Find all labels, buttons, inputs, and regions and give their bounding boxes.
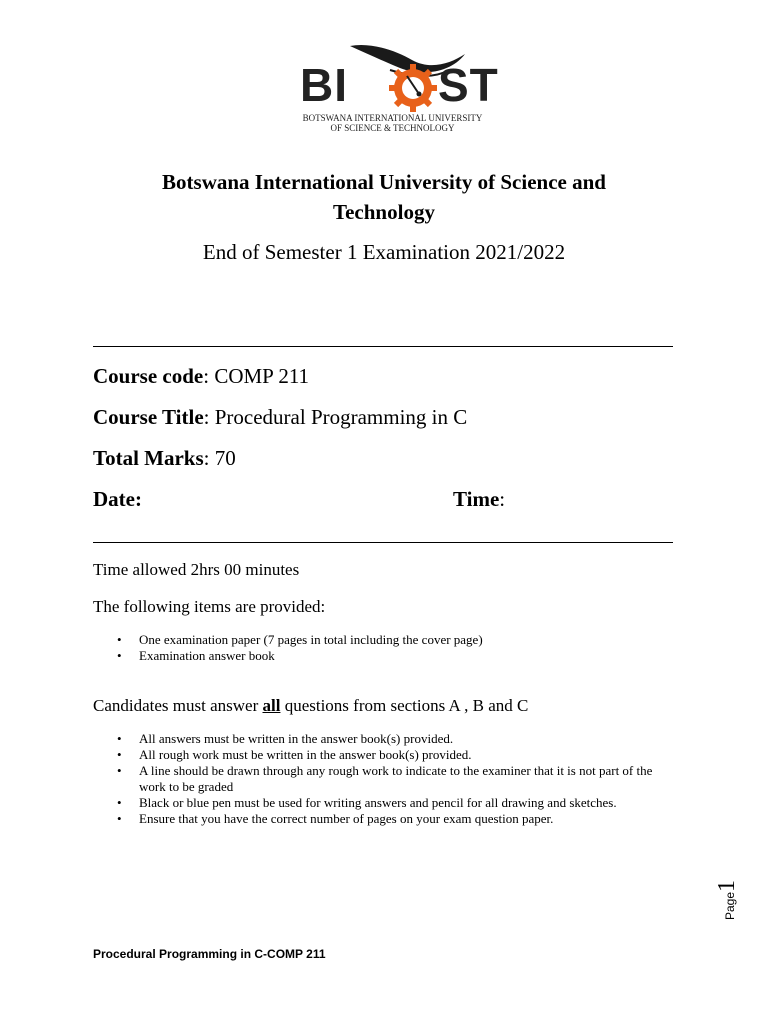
- exam-title: End of Semester 1 Examination 2021/2022: [202, 240, 566, 264]
- logo-subtitle-line2: OF SCIENCE & TECHNOLOGY: [330, 123, 455, 133]
- list-item: • All rough work must be written in the answer book(s) provided.: [93, 747, 674, 763]
- time-suffix: :: [499, 487, 506, 511]
- provided-list: [93, 632, 674, 664]
- list-item: • All answers must be written in the answer book(s) provided.: [93, 731, 674, 747]
- page-number: [700, 880, 740, 920]
- university-logo: [300, 40, 505, 135]
- time-allowed: Time allowed 2hrs 00 minutes: [93, 560, 300, 579]
- page-number-value: 1: [714, 879, 740, 892]
- list-item: • Ensure that you have the correct number of pages on your exam question paper.: [93, 811, 674, 827]
- university-name-line2: Technology: [333, 200, 435, 224]
- logo-word-right: ST: [438, 59, 499, 111]
- course-title: [93, 405, 467, 430]
- candidates-prefix: Candidates must answer: [93, 696, 263, 715]
- total-marks: [93, 446, 236, 471]
- candidates-instruction: [93, 696, 528, 716]
- footer-text: Procedural Programming in C-COMP 211: [93, 947, 326, 961]
- date-label: Date:: [93, 487, 142, 511]
- university-name-line1: Botswana International University of Science and: [162, 170, 606, 194]
- course-code-label: Course code: [93, 364, 204, 388]
- course-code: [93, 364, 309, 389]
- course-title-label: Course Title: [93, 405, 204, 429]
- list-item: • One examination paper (7 pages in total including the cover page): [93, 632, 674, 648]
- candidates-emphasis: all: [262, 696, 281, 715]
- course-code-value: : COMP 211: [203, 364, 310, 388]
- logo-subtitle-line1: BOTSWANA INTERNATIONAL UNIVERSITY: [302, 113, 483, 123]
- list-item: • A line should be drawn through any rough work to indicate to the examiner that it is not part of the work to be graded: [93, 763, 674, 795]
- course-title-value: : Procedural Programming in C: [203, 405, 468, 429]
- page-label: Page: [723, 891, 737, 920]
- total-marks-value: : 70: [203, 446, 236, 470]
- logo-wordmark: [300, 59, 505, 112]
- divider-top: [93, 346, 673, 347]
- list-item: • Black or blue pen must be used for writing answers and pencil for all drawing and sketches.: [93, 795, 674, 811]
- total-marks-label: Total Marks: [93, 446, 204, 470]
- time-label: Time: [453, 487, 500, 511]
- logo-word-left: BI: [300, 59, 348, 111]
- time-field: [453, 487, 505, 512]
- date-field: [93, 487, 142, 512]
- divider-bottom: [93, 542, 673, 543]
- candidates-suffix: questions from sections A , B and C: [280, 696, 529, 715]
- provided-heading: The following items are provided:: [93, 597, 326, 616]
- rules-list: [93, 731, 674, 827]
- list-item: • Examination answer book: [93, 648, 674, 664]
